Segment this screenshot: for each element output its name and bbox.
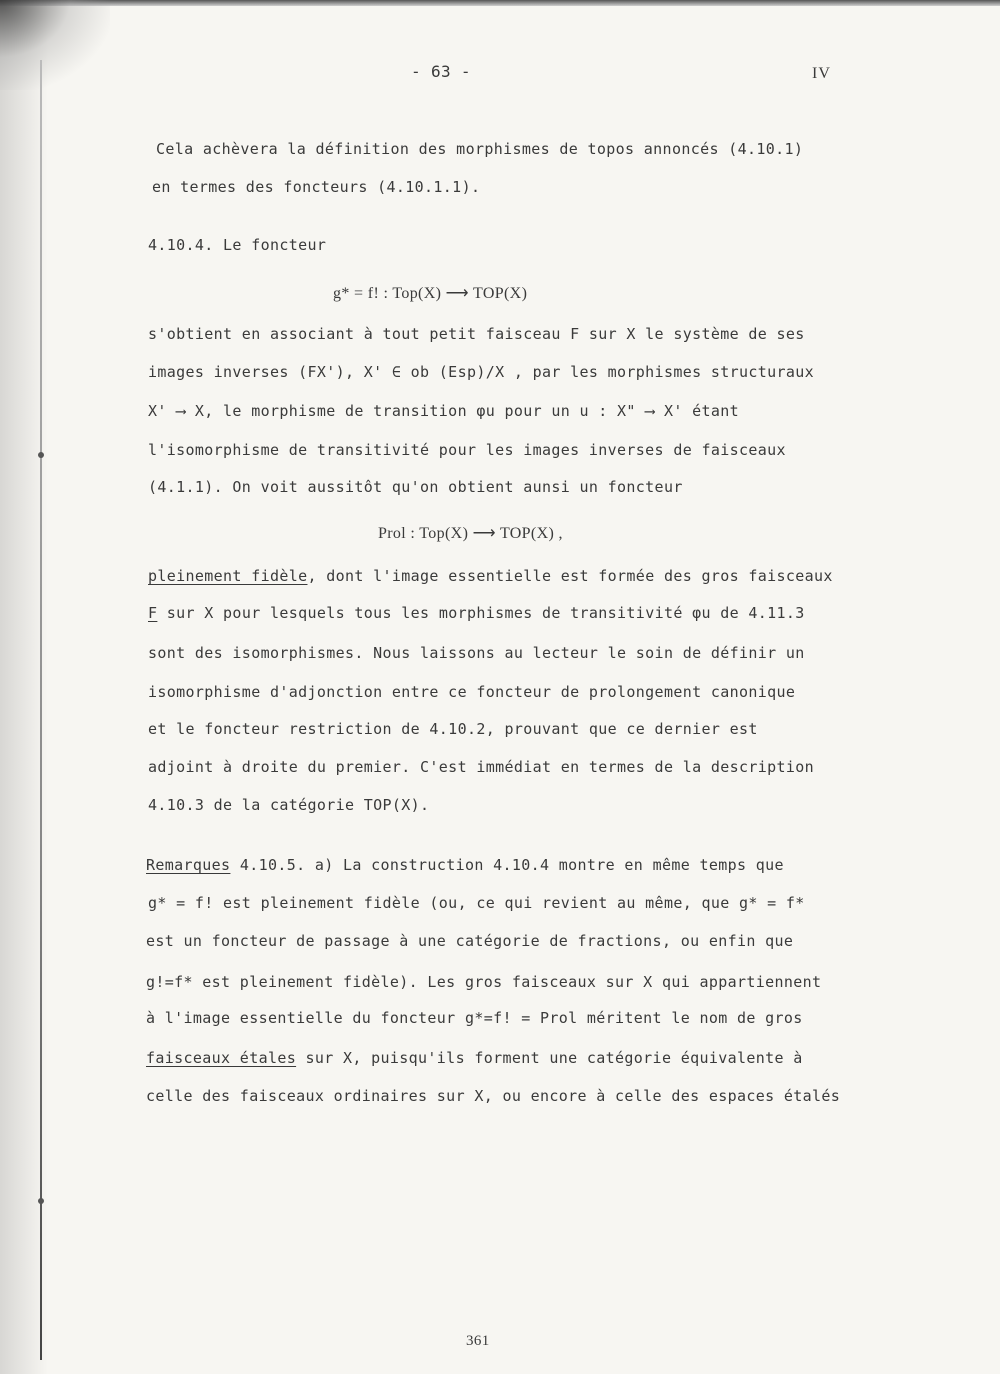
text-line: images inverses (FX'), X' ∈ ob (Esp)/X , par les morphismes structuraux: [148, 363, 815, 381]
text-line: sont des isomorphismes. Nous laissons au lecteur le soin de définir un: [148, 644, 805, 662]
text-line: à l'image essentielle du foncteur g*=f! = Prol méritent le nom de gros: [146, 1009, 803, 1027]
remarks-heading: Remarques 4.10.5. a) La construction 4.10.4 montre en même temps que: [146, 856, 784, 874]
text-line: F sur X pour lesquels tous les morphismes de transitivité φu de 4.11.3: [148, 604, 805, 622]
text-line: est un foncteur de passage à une catégorie de fractions, ou enfin que: [146, 932, 794, 950]
scan-corner-shadow: [0, 0, 110, 90]
punch-hole-mark: [38, 452, 44, 458]
formula-line: Prol : Top(X) ⟶ TOP(X) ,: [378, 525, 563, 542]
formula-line: g* = f! : Top(X) ⟶ TOP(X): [333, 285, 528, 302]
text-line: l'isomorphisme de transitivité pour les images inverses de faisceaux: [148, 441, 786, 459]
section-heading: 4.10.4. Le foncteur: [148, 236, 327, 254]
text-line: celle des faisceaux ordinaires sur X, ou encore à celle des espaces étalés: [146, 1087, 841, 1105]
text-line: pleinement fidèle, dont l'image essentielle est formée des gros faisceaux: [148, 567, 833, 585]
text-line: g!=f* est pleinement fidèle). Les gros faisceaux sur X qui appartiennent: [146, 973, 822, 991]
page-marker: - 63 -: [411, 62, 471, 81]
text-line: en termes des foncteurs (4.10.1.1).: [152, 178, 481, 196]
text-line: isomorphisme d'adjonction entre ce foncteur de prolongement canonique: [148, 683, 796, 701]
punch-hole-mark: [38, 1198, 44, 1204]
footer-page-number: 361: [466, 1333, 490, 1349]
text-line: (4.1.1). On voit aussitôt qu'on obtient aunsi un foncteur: [148, 478, 683, 496]
chapter-label: IV: [812, 65, 831, 82]
text-line: g* = f! est pleinement fidèle (ou, ce qui revient au même, que g* = f*: [148, 894, 805, 912]
text-line: 4.10.3 de la catégorie TOP(X).: [148, 796, 430, 814]
text-line: Cela achèvera la définition des morphismes de topos annoncés (4.10.1): [156, 140, 804, 158]
text-line: faisceaux étales sur X, puisqu'ils forment une catégorie équivalente à: [146, 1049, 803, 1067]
scan-edge-top: [0, 0, 1000, 6]
binder-edge: [40, 60, 42, 1360]
text-line: et le foncteur restriction de 4.10.2, prouvant que ce dernier est: [148, 720, 758, 738]
text-line: X' ⟶ X, le morphisme de transition φu pour un u : X" ⟶ X' étant: [148, 402, 739, 420]
text-line: s'obtient en associant à tout petit faisceau F sur X le système de ses: [148, 325, 805, 343]
text-line: adjoint à droite du premier. C'est immédiat en termes de la description: [148, 758, 815, 776]
